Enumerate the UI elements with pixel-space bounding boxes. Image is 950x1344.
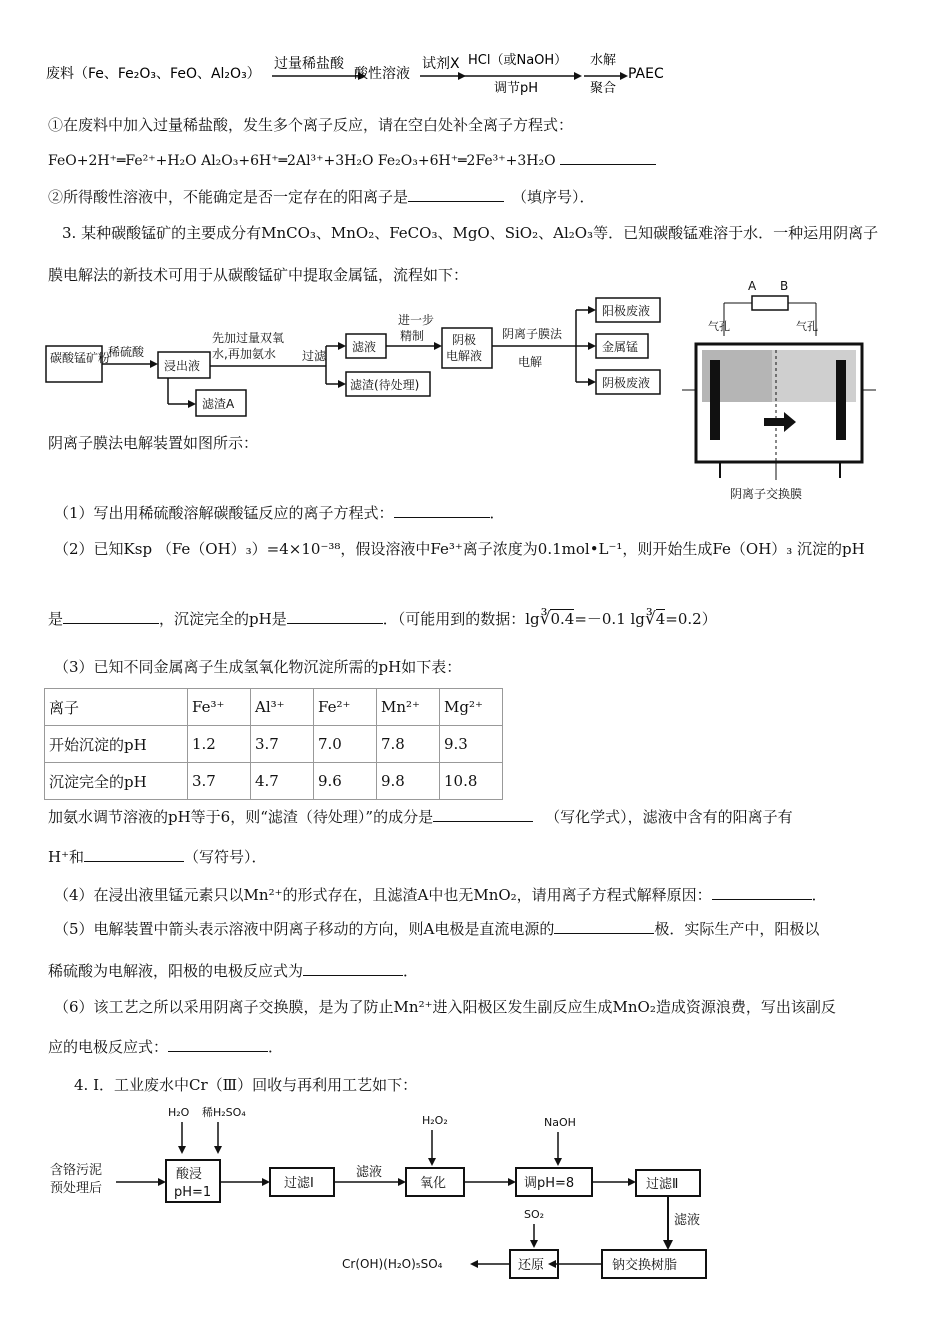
filtrate2-label: 滤液 [674,1213,701,1228]
box-cathode-bottom: 电解液 [446,349,483,363]
question-6a: （6）该工艺之所以采用阴离子交换膜，是为了防止Mn²⁺进入阳极区发生副反应生成MnO₂造成资源浪费，写出该副反 [54,998,836,1016]
q-circle2-text-a: ②所得酸性溶液中，不能确定是否一定存在的阳离子是 [48,188,409,206]
table-header-cell: Al³⁺ [251,689,314,726]
answer-blank-eq[interactable] [560,150,656,165]
table-cell: 7.0 [314,726,377,763]
q-circle2-text-b: （填序号）． [512,188,595,206]
flow-arrow3-bottom: 调节pH [494,81,539,96]
answer-blank-q3-residue[interactable] [433,807,533,822]
answer-blank-q6[interactable] [168,1037,268,1052]
h2so4-label: 稀H₂SO₄ [202,1106,246,1119]
q5-c-text: 稀硫酸为电解液，阳极的电极反应式为 [48,962,304,980]
h2o-label: H₂O [168,1106,190,1119]
h2o2-label: H₂O₂ [422,1114,448,1127]
problem4-title: 4. Ⅰ．工业废水中Cr（Ⅲ）回收与再利用工艺如下： [74,1076,418,1094]
q2-b2: ，沉淀完全的pH是 [159,610,287,628]
q3-c2-text: （写符号）． [184,848,267,866]
refine-label-bottom: 精制 [400,329,425,343]
electrolysis-device-diagram [680,272,900,508]
flow-end: PAEC [628,66,664,82]
box-cathode-top: 阴极 [452,333,477,347]
box-adjust-label: 调pH=8 [524,1176,575,1191]
table-header-row [45,689,503,726]
add-label-bottom: 水,再加氨水 [212,347,276,361]
q5-b-text: 极．实际生产中，阳极以 [654,920,820,938]
question-3a [48,806,793,827]
question-2b [48,608,717,629]
box-ore-label: 碳酸锰矿粉 [50,351,111,365]
cube-root-sign-2: ∛ [644,609,656,629]
table-header-cell: Fe³⁺ [188,689,251,726]
device-vent-left: 气孔 [708,320,730,333]
equation-line [48,150,656,169]
add-label-top: 先加过量双氧 [212,331,285,345]
flow-mid1: 酸性溶液 [354,66,410,82]
question-5a [54,918,819,939]
box-anode-waste-label: 阳极废液 [602,304,651,318]
box-filtrate-label: 滤液 [352,340,377,354]
answer-blank-circle2[interactable] [408,187,504,202]
table-row [45,726,503,763]
table-cell: 3.7 [188,763,251,800]
answer-blank-q4[interactable] [712,885,812,900]
question-2a: （2）已知Ksp （Fe（OH）₃）=4×10⁻³⁸，假设溶液中Fe³⁺离子浓度为0.1mol•L⁻¹，则开始生成Fe（OH）₃ 沉淀的pH [54,540,865,558]
sludge-top: 含铬污泥 [50,1163,103,1178]
so2-label: SO₂ [524,1208,545,1221]
question-1: （1）写出用稀硫酸溶解碳酸锰反应的离子方程式： ． [54,504,505,522]
question-circle2 [48,186,595,207]
box-resin-label: 钠交换树脂 [612,1258,678,1273]
table-cell: 9.8 [377,763,440,800]
q2-root2: 4 [655,610,666,628]
table-cell: 4.7 [251,763,314,800]
box-filter1-label: 过滤Ⅰ [284,1176,314,1191]
question-3c [48,846,267,867]
q5-a-text: （5）电解装置中箭头表示溶液中阴离子移动的方向，则A电极是直流电源的 [54,920,555,938]
q6-b-text: 应的电极反应式： [48,1038,169,1056]
problem3-line2: 膜电解法的新技术可用于从碳酸锰矿中提取金属锰，流程如下： [48,266,469,284]
table-cell: 9.6 [314,763,377,800]
question-5c: 稀硫酸为电解液，阳极的电极反应式为 ． [48,962,419,980]
equation-text: FeO+2H⁺═Fe²⁺+H₂O Al₂O₃+6H⁺═2Al³⁺+3H₂O Fe₂O₃+6H⁺═2Fe³⁺+3H₂O [48,153,556,169]
table-cell: 3.7 [251,726,314,763]
q2-b1: 是 [48,610,64,628]
answer-blank-q2-start[interactable] [63,609,159,624]
flow-start: 废料（Fe、Fe₂O₃、FeO、Al₂O₃） [46,66,261,82]
table-cell: 开始沉淀的pH [45,726,188,763]
box-residueA-label: 滤渣A [202,397,235,411]
flow-arrow4-top: 水解 [590,53,617,68]
device-right-electrode [836,360,846,440]
answer-blank-q3-cations[interactable] [84,847,184,862]
chromium-flow-diagram [40,1100,740,1290]
device-label-a: A [748,279,757,293]
filter-label: 过滤 [302,349,327,363]
q3-a-text: 加氨水调节溶液的pH等于6，则“滤渣（待处理）”的成分是 [48,808,434,826]
flow-arrow2-label: 试剂X [422,56,460,72]
answer-blank-q5-pole[interactable] [554,919,654,934]
table-row [45,763,503,800]
table-header-cell: Mg²⁺ [440,689,503,726]
flow-arrow3-top: HCl（或NaOH） [468,53,568,68]
device-anion-arrow [764,412,796,432]
box-oxidize-label: 氧化 [420,1176,447,1191]
table-cell: 9.3 [440,726,503,763]
q1-text: （1）写出用稀硫酸溶解碳酸锰反应的离子方程式： [54,504,394,522]
table-cell: 沉淀完全的pH [45,763,188,800]
membrane-label: 阴离子膜法 [502,327,563,341]
device-vent-right: 气孔 [796,320,818,333]
device-left-electrode [710,360,720,440]
q2-b4: =－0.1 lg [574,610,645,628]
q3-c1-text: H⁺和 [48,848,84,866]
q2-root1: 0.4 [550,610,575,628]
device-label-b: B [780,279,789,293]
answer-blank-q2-complete[interactable] [287,609,383,624]
answer-blank-q1[interactable] [394,503,490,518]
electrolysis-label: 电解 [518,355,543,369]
box-acid-leach-top: 酸浸 [176,1167,203,1182]
box-filter2-label: 过滤Ⅱ [646,1177,679,1192]
sludge-bottom: 预处理后 [50,1181,103,1196]
box-leach-label: 浸出液 [164,359,201,373]
naoh-label: NaOH [544,1116,576,1129]
q2-b3: ．（可能用到的数据：lg [382,610,540,628]
cube-root-sign: ∛ [539,609,551,629]
box-cathode-waste-label: 阴极废液 [602,376,651,390]
q3-b-text: （写化学式），滤液中含有的阳离子有 [545,808,793,826]
box-acid-leach-bottom: pH=1 [174,1185,212,1200]
table-header-cell: 离子 [45,689,188,726]
q2-b5: =0.2） [665,610,717,628]
question-3: （3）已知不同金属离子生成氢氧化物沉淀所需的pH如下表： [54,658,462,676]
question-6b: 应的电极反应式： ． [48,1038,284,1056]
manganese-flow-diagram [40,296,680,426]
box-metal-label: 金属锰 [602,340,639,354]
q4-text: （4）在浸出液里锰元素只以Mn²⁺的形式存在，且滤渣A中也无MnO₂，请用离子方程式解释原因： [54,886,712,904]
table-cell: 10.8 [440,763,503,800]
flow-arrow4-bottom: 聚合 [590,81,617,96]
acid-label: 稀硫酸 [108,345,145,359]
device-membrane-label: 阴离子交换膜 [730,487,803,501]
problem3-line1: 3. 某种碳酸锰矿的主要成分有MnCO₃、MnO₂、FeCO₃、MgO、SiO₂、Al₂O₃等．已知碳酸锰难溶于水．一种运用阴离子 [62,224,879,242]
device-caption: 阴离子膜法电解装置如图所示： [48,434,259,452]
product-label: Cr(OH)(H₂O)₅SO₄ [342,1257,443,1271]
question-4: （4）在浸出液里锰元素只以Mn²⁺的形式存在，且滤渣A中也无MnO₂，请用离子方程式解释原因： ． [54,886,827,904]
filtrate-label: 滤液 [356,1165,383,1180]
table-header-cell: Fe²⁺ [314,689,377,726]
box-residue-pending-label: 滤渣(待处理) [350,378,420,392]
table-cell: 7.8 [377,726,440,763]
flow-arrow1-label: 过量稀盐酸 [274,56,344,72]
box-reduce-label: 还原 [518,1258,545,1273]
table-header-cell: Mn²⁺ [377,689,440,726]
answer-blank-q5-anode[interactable] [303,961,403,976]
precipitation-ph-table [44,688,503,800]
refine-label-top: 进一步 [398,313,435,327]
table-cell: 1.2 [188,726,251,763]
top-flow-diagram [40,48,680,98]
question-circle1: ①在废料中加入过量稀盐酸，发生多个离子反应，请在空白处补全离子方程式： [48,116,574,134]
